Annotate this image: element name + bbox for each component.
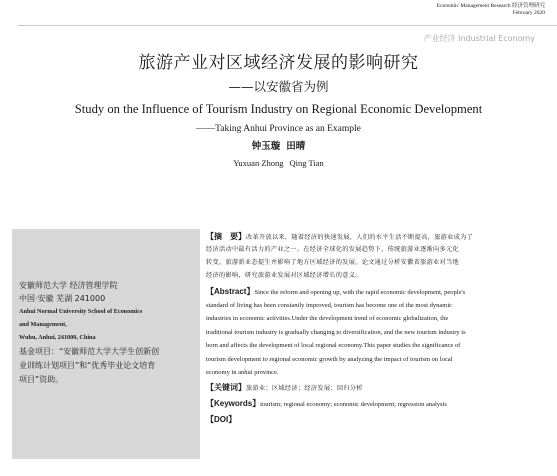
abstract-area	[206, 230, 539, 428]
keywords-zh	[206, 380, 539, 396]
fund-line: 基金项目：“安徽师范大学大学生创新创	[19, 347, 160, 356]
keywords-en-text: tourism; regional economy; economic development; regression analysis	[260, 400, 447, 408]
abstract-zh-line: 转变，旅游新业态提生并影响了地方区域经济的发展。论文通过分析安徽省旅游业对当地	[206, 259, 460, 266]
abstract-en-line: standard of living has been constantly improved, tourism has become one of the most dynamic	[206, 301, 453, 309]
keywords-zh-label: 【关键词】	[206, 382, 246, 392]
abstract-en-line: economy in anhui province.	[206, 369, 279, 376]
author-en: Qing Tian	[289, 158, 324, 168]
abstract-zh	[206, 230, 539, 282]
affiliation-line-en: Wuhu, Anhui, 241000, China	[19, 334, 96, 341]
affiliation-line: 中国·安徽 芜湖 241000	[19, 294, 106, 303]
journal-issue: February 2020	[512, 10, 545, 16]
article-title-en: Study on the Influence of Tourism Industry on Regional Economic Development	[74, 102, 483, 116]
fund-line: 业训练计划项目”和“优秀毕业论文培育	[19, 361, 156, 370]
author-en: Yuxuan Zhong	[233, 158, 284, 168]
authors-en	[0, 158, 557, 169]
abstract-zh-line: 改革开放以来，随着经济的快速发展，人们的水平生活不断提高，旅游业成为了	[246, 234, 474, 241]
abstract-en	[206, 285, 539, 380]
affiliation-line-en: Anhui Normal University School of Economics	[19, 308, 143, 315]
abstract-zh-line: 经济活动中最有活力的产业之一。在经济全球化的发展趋势下，传统旅游业逐渐向多元化	[206, 246, 460, 253]
doi-label: 【DOI】	[206, 414, 237, 424]
abstract-en-label: 【Abstract】	[206, 287, 255, 296]
column-label: 产业经济 Industrial Economy	[423, 34, 535, 43]
author-zh: 钟玉璇	[251, 141, 281, 152]
doi	[206, 412, 539, 428]
abstract-en-line: tourism development to regional economic growth by analyzing the impact of tourism on local	[206, 355, 453, 363]
affiliation-line: 安徽师范大学 经济管理学院	[19, 281, 118, 290]
keywords-zh-text: 旅游业；区域经济；经济发展；回归分析	[246, 384, 363, 392]
authors-zh	[0, 141, 557, 153]
keywords-en-label: 【Keywords】	[206, 398, 261, 408]
affiliation-sidebar	[12, 229, 200, 459]
abstract-zh-label: 【摘 要】	[206, 232, 246, 241]
abstract-en-line: Since the reform and opening up, with the rapid economic development, people's	[254, 289, 466, 296]
abstract-en-line: industries in economic activities.Under the development trend of economic globalization, the	[206, 315, 449, 322]
abstract-zh-line: 经济的影响，研究旅游业发展对区域经济增长的意义。	[206, 272, 362, 279]
journal-header	[437, 3, 545, 17]
affiliation-text	[19, 279, 196, 386]
header-rule	[18, 25, 557, 26]
article-subtitle-zh: ——以安徽省为例	[228, 79, 329, 94]
article-title-zh: 旅游产业对区域经济发展的影响研究	[138, 53, 419, 73]
author-zh: 田晴	[286, 141, 306, 152]
abstract-en-line: traditional tourism industry is gradually changing to diversification, and the new tourism industry is	[206, 328, 466, 336]
fund-line: 项目”资助。	[19, 375, 64, 384]
article-subtitle-en: ——Taking Anhui Province as an Example	[196, 124, 361, 134]
journal-name: Economic Management Research 经济管理研究	[436, 3, 545, 9]
keywords-en	[206, 396, 539, 412]
title-block	[0, 52, 557, 169]
affiliation-line-en: and Management,	[19, 321, 67, 328]
abstract-en-line: born and affects the development of local regional economy.This paper studies the significance of	[206, 342, 461, 349]
